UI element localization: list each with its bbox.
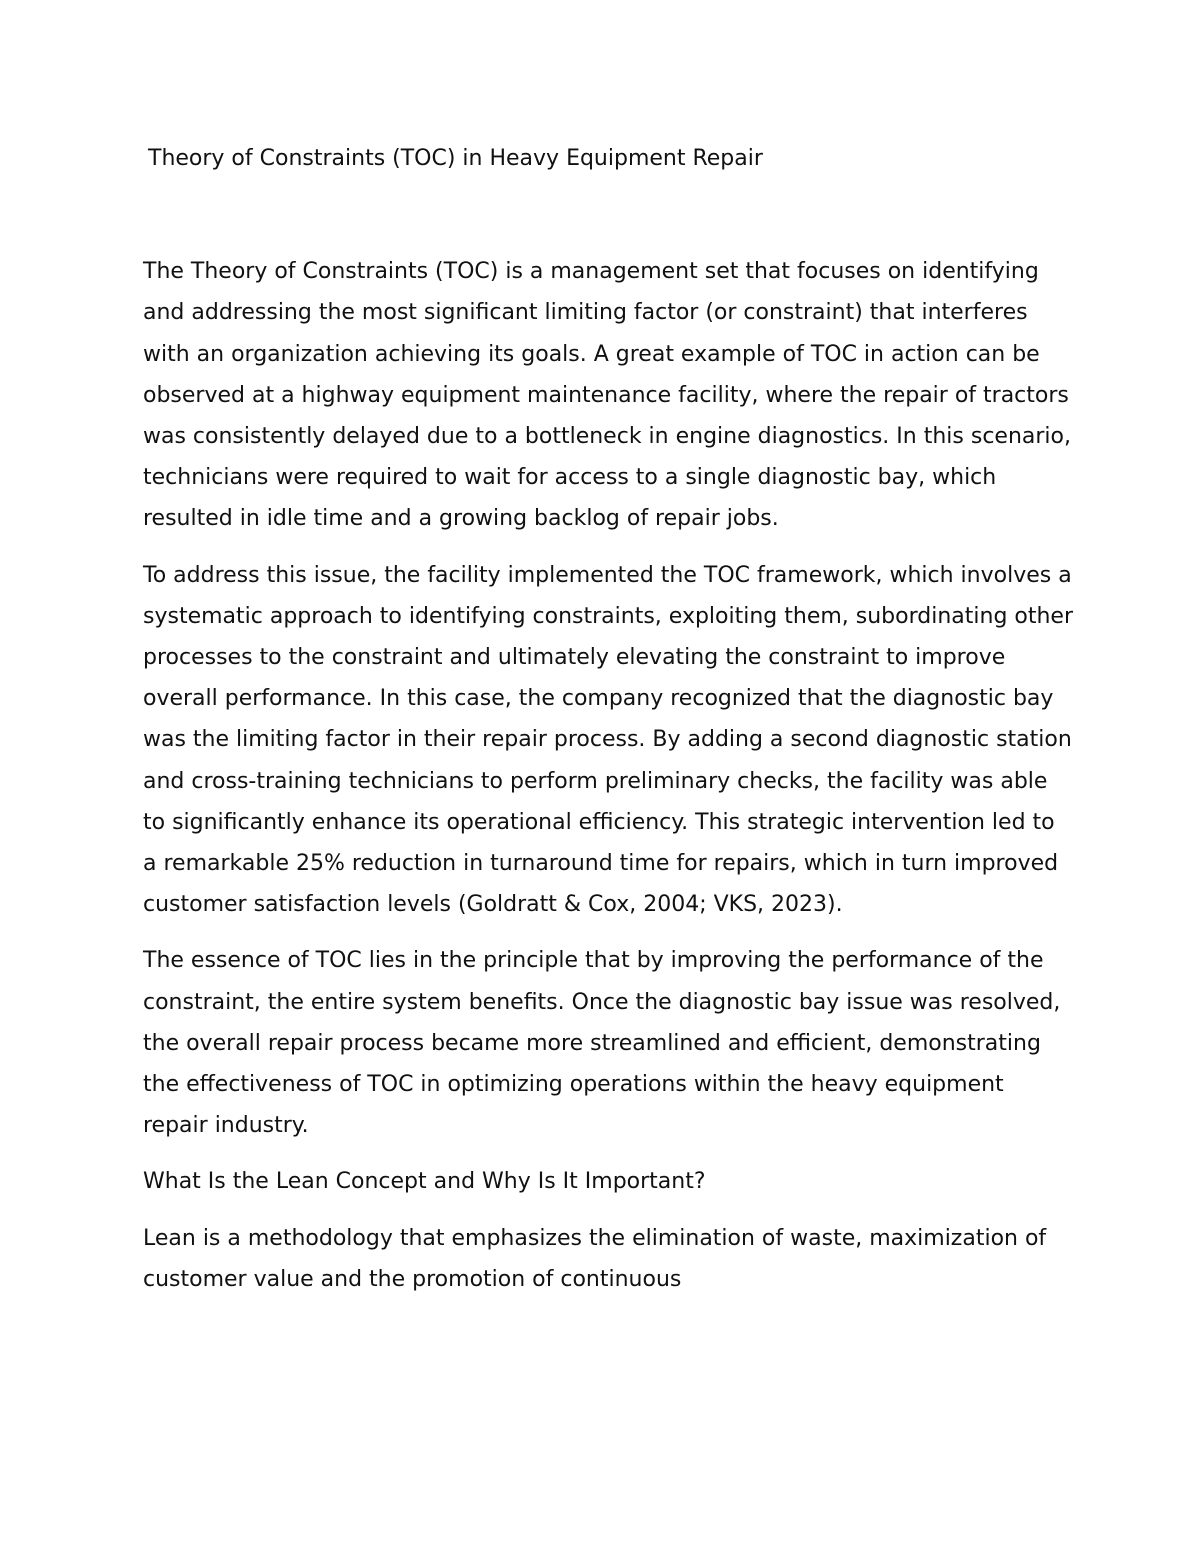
paragraph-lean-intro: Lean is a methodology that emphasizes the elimination of waste, maximization of customer value and the promotion of continuous bbox=[143, 1225, 1047, 1292]
section-heading-lean: What Is the Lean Concept and Why Is It Important? bbox=[143, 1169, 706, 1195]
title-spacer bbox=[143, 179, 1073, 251]
document-title: Theory of Constraints (TOC) in Heavy Equipment Repair bbox=[148, 146, 763, 171]
paragraph-toc-essence: The essence of TOC lies in the principle that by improving the performance of the constraint, the entire system benefits. Once the diagnostic bay issue was resolved, the overall repair process became more streamlined and efficient, demonstrating the effectiveness of TOC in optimizing operations within the heavy equipment repair industry. bbox=[143, 948, 1061, 1139]
document-body bbox=[143, 138, 1073, 1315]
paragraph-toc-intro: The Theory of Constraints (TOC) is a management set that focuses on identifying and addressing the most significant limiting factor (or constraint) that interferes with an organization achieving its goals. A great example of TOC in action can be observed at a highway equipment maintenance facility, where the repair of tractors was consistently delayed due to a bottleneck in engine diagnostics. In this scenario, technicians were required to wait for access to a single diagnostic bay, which resulted in idle time and a growing backlog of repair jobs. bbox=[143, 259, 1071, 532]
paragraph-toc-framework: To address this issue, the facility implemented the TOC framework, which involves a systematic approach to identifying constraints, exploiting them, subordinating other processes to the constraint and ultimately elevating the constraint to improve overall performance. In this case, the company recognized that the diagnostic bay was the limiting factor in their repair process. By adding a second diagnostic station and cross-training technicians to perform preliminary checks, the facility was able to significantly enhance its operational efficiency. This strategic intervention led to a remarkable 25% reduction in turnaround time for repairs, which in turn improved customer satisfaction levels (Goldratt & Cox, 2004; VKS, 2023). bbox=[143, 562, 1074, 918]
